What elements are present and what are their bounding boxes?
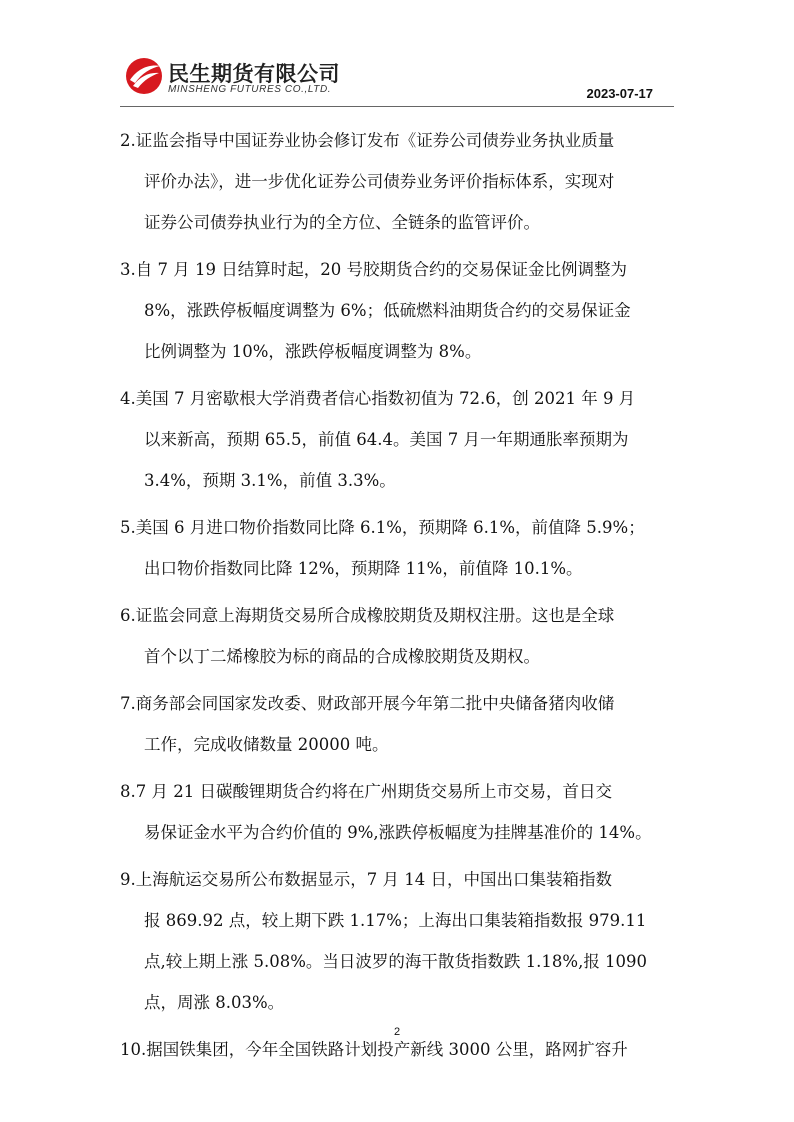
news-item <box>120 595 676 677</box>
news-list <box>120 120 676 1076</box>
news-item <box>120 378 676 501</box>
company-logo <box>124 56 364 102</box>
news-item-line: 8%，涨跌停板幅度调整为 6%；低硫燃料油期货合约的交易保证金 <box>144 301 631 320</box>
news-item-line: 点，周涨 8.03%。 <box>144 993 285 1012</box>
news-item-line: 9.上海航运交易所公布数据显示，7 月 14 日，中国出口集装箱指数 <box>120 870 612 889</box>
news-item-line: 报 869.92 点，较上期下跌 1.17%；上海出口集装箱指数报 979.11 <box>144 911 647 930</box>
news-item-line: 6.证监会同意上海期货交易所合成橡胶期货及期权注册。这也是全球 <box>120 606 615 625</box>
news-item-line: 易保证金水平为合约价值的 9%,涨跌停板幅度为挂牌基准价的 14%。 <box>144 823 652 842</box>
news-item <box>120 859 676 1023</box>
news-item-line: 出口物价指数同比降 12%，预期降 11%，前值降 10.1%。 <box>144 559 583 578</box>
news-item-line: 4.美国 7 月密歇根大学消费者信心指数初值为 72.6，创 2021 年 9 月 <box>120 389 636 408</box>
news-item <box>120 771 676 853</box>
logo-english-name: MINSHENG FUTURES CO.,LTD. <box>168 84 332 95</box>
news-item-line: 3.4%，预期 3.1%，前值 3.3%。 <box>144 471 396 490</box>
page-header <box>0 0 794 112</box>
news-item <box>120 683 676 765</box>
report-date: 2023-07-17 <box>586 86 653 101</box>
header-divider <box>120 106 674 107</box>
news-item <box>120 507 676 589</box>
news-item <box>120 120 676 243</box>
news-item-line: 评价办法》，进一步优化证券公司债券业务评价指标体系，实现对 <box>144 172 615 191</box>
logo-chinese-name: 民生期货有限公司 <box>168 62 340 86</box>
minsheng-logo-icon <box>124 56 164 96</box>
news-item-line: 以来新高，预期 65.5，前值 64.4。美国 7 月一年期通胀率预期为 <box>144 430 629 449</box>
news-item-line: 工作，完成收储数量 20000 吨。 <box>144 735 389 754</box>
news-item-line: 证券公司债券执业行为的全方位、全链条的监管评价。 <box>144 213 540 232</box>
news-item-line: 首个以丁二烯橡胶为标的商品的合成橡胶期货及期权。 <box>144 647 540 666</box>
news-item-line: 10.据国铁集团，今年全国铁路计划投产新线 3000 公里，路网扩容升 <box>120 1040 628 1059</box>
news-item-line: 比例调整为 10%，涨跌停板幅度调整为 8%。 <box>144 342 482 361</box>
news-item-line: 点,较上期上涨 5.08%。当日波罗的海干散货指数跌 1.18%,报 1090 <box>144 952 648 971</box>
news-item-line: 5.美国 6 月进口物价指数同比降 6.1%，预期降 6.1%，前值降 5.9%； <box>120 518 645 537</box>
news-item-line: 7.商务部会同国家发改委、财政部开展今年第二批中央储备猪肉收储 <box>120 694 615 713</box>
news-item-line: 3.自 7 月 19 日结算时起，20 号胶期货合约的交易保证金比例调整为 <box>120 260 627 279</box>
news-item-line: 8.7 月 21 日碳酸锂期货合约将在广州期货交易所上市交易，首日交 <box>120 782 612 801</box>
news-item-line: 2.证监会指导中国证券业协会修订发布《证券公司债券业务执业质量 <box>120 131 615 150</box>
news-item <box>120 249 676 372</box>
page-number: 2 <box>393 1026 401 1038</box>
